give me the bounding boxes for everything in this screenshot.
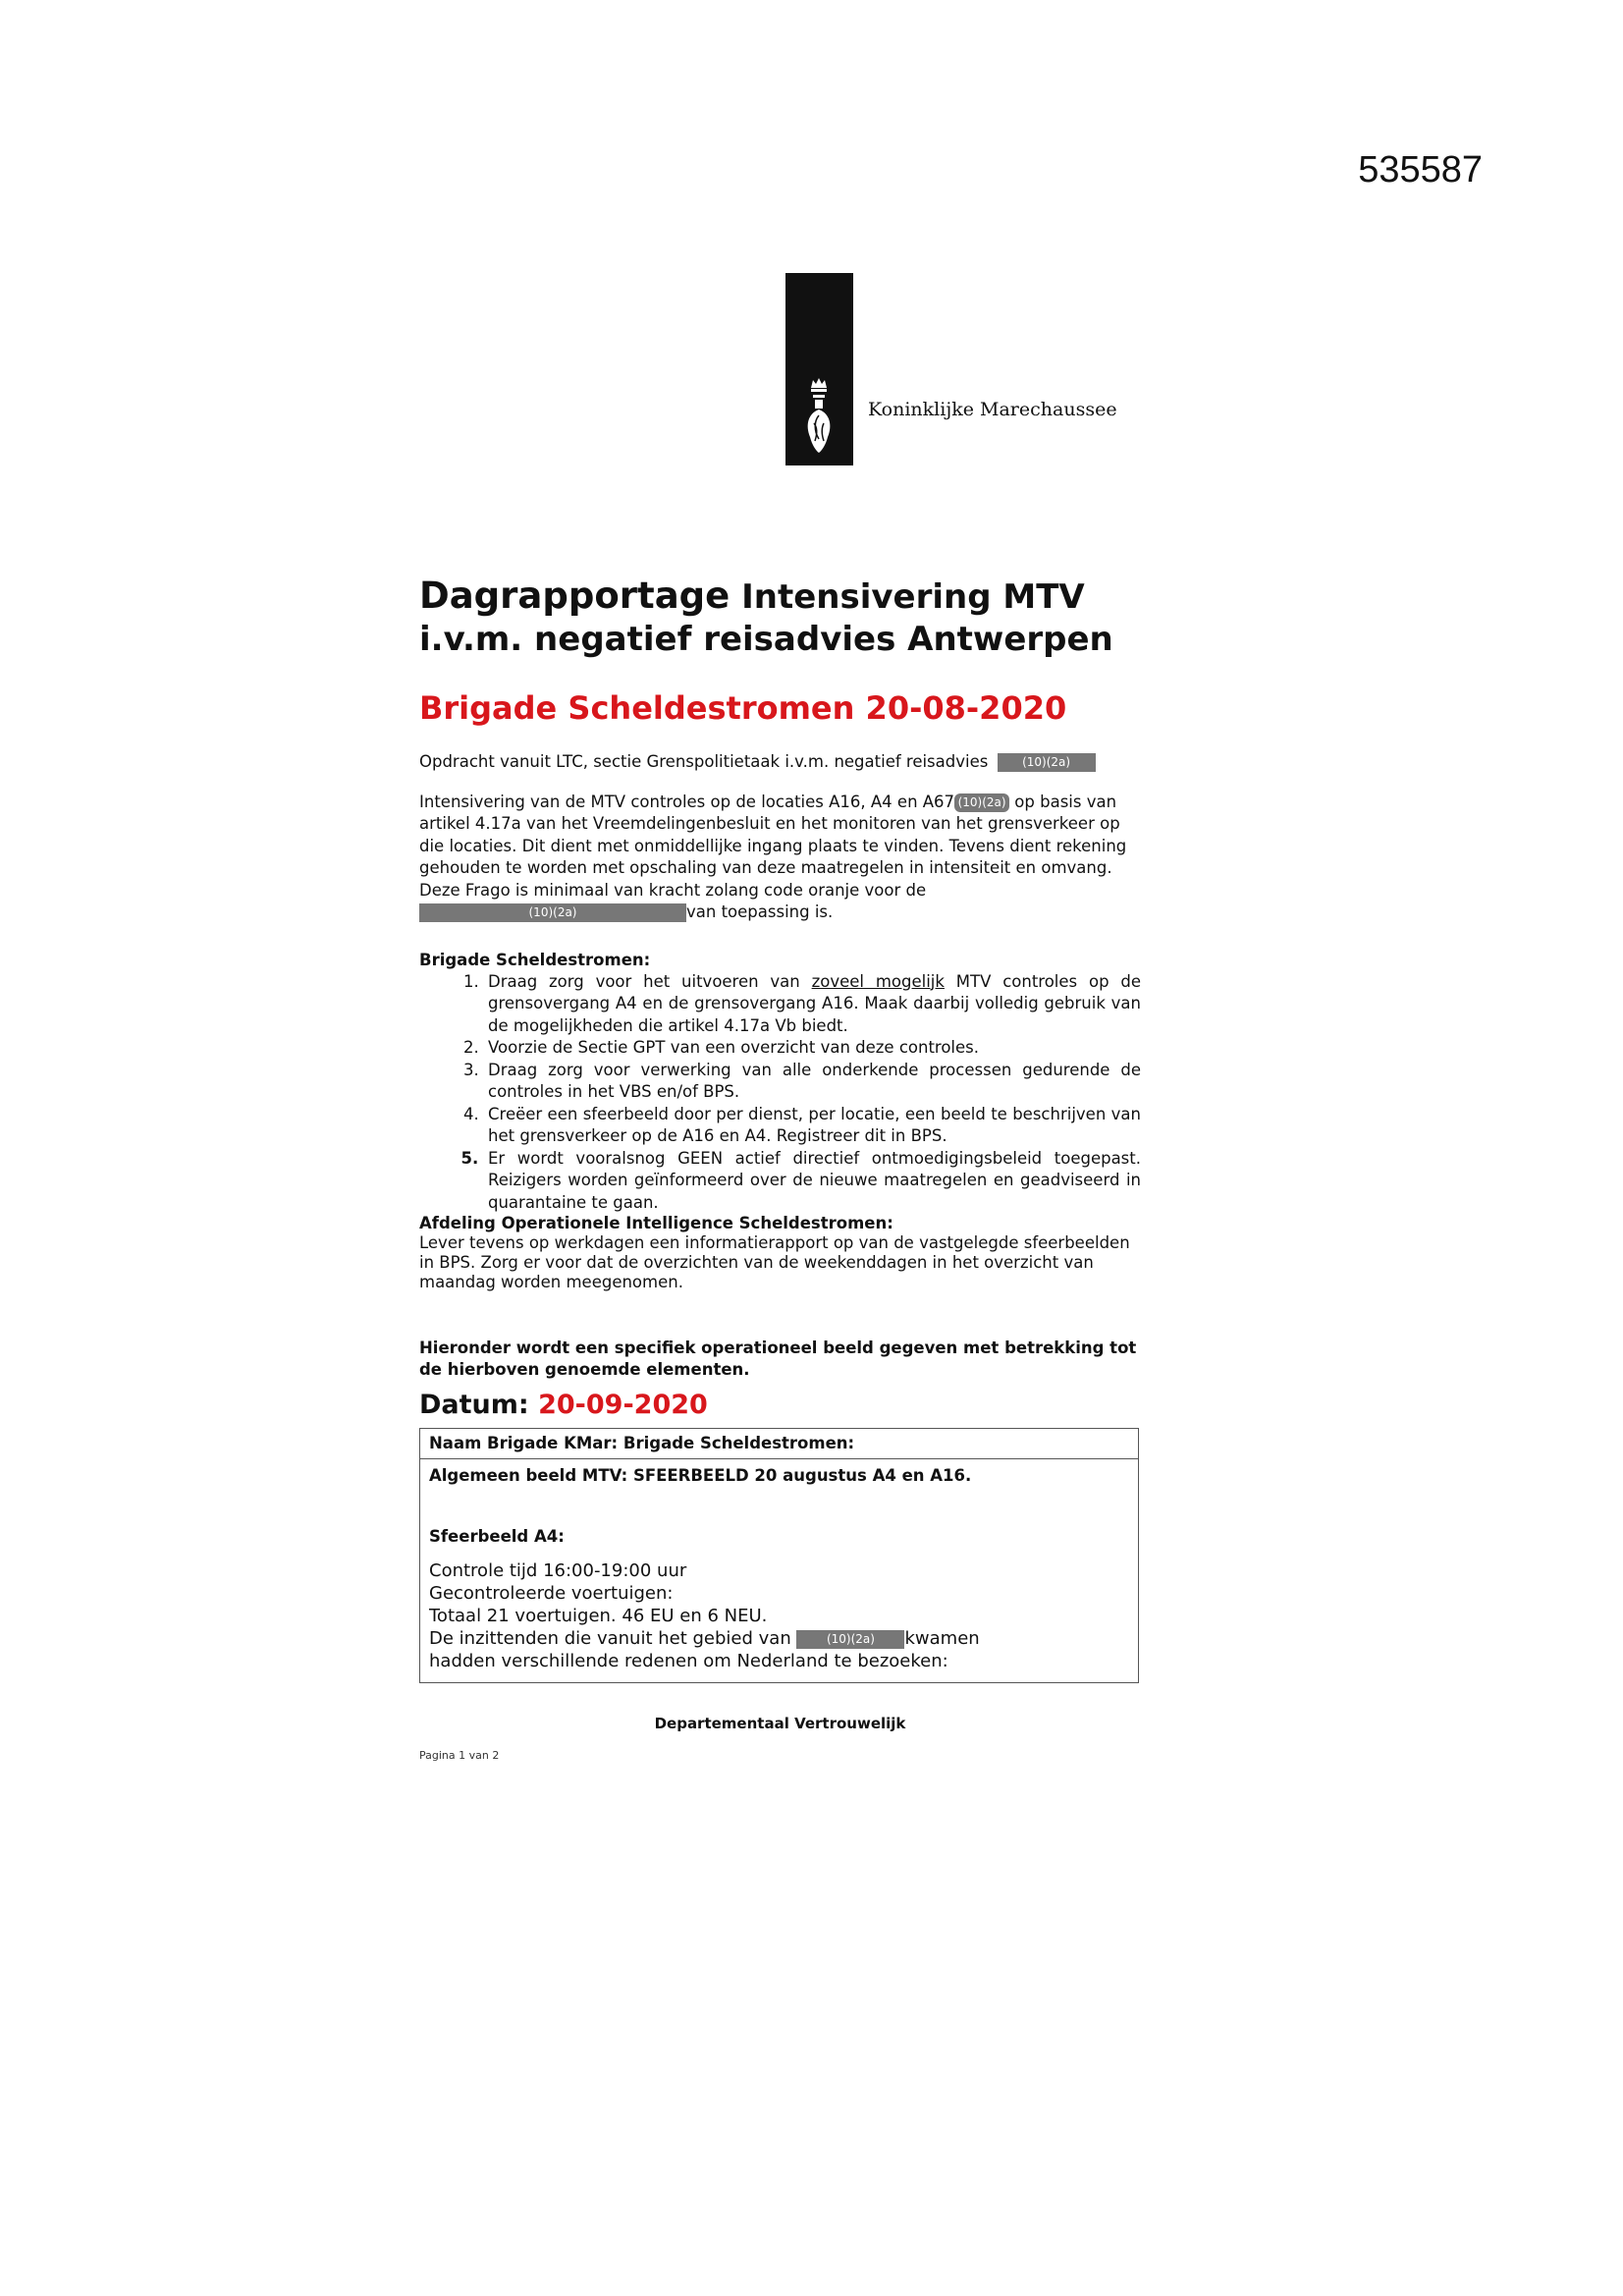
title-line2: i.v.m. negatief reisadvies Antwerpen <box>419 620 1113 659</box>
intro-text: Hieronder wordt een specifiek operationeel beeld gegeven met betrekking tot de hierboven genoemde elementen. <box>419 1339 1137 1379</box>
datum-value: 20-09-2020 <box>538 1390 708 1420</box>
document-number: 535587 <box>1358 149 1483 191</box>
datum-label: Datum: <box>419 1390 529 1420</box>
gecontroleerde-voertuigen: Gecontroleerde voertuigen: <box>429 1583 674 1604</box>
totaal-voertuigen: Totaal 21 voertuigen. 46 EU en 6 NEU. <box>429 1606 768 1626</box>
afdeling-text: Lever tevens op werkdagen een informatierapport op van de vastgelegde sfeerbeelden in BPS. Zorg er voor dat de overzichten van de weekenddagen in het overzicht van maandag worden meegenomen. <box>419 1233 1130 1291</box>
sfeerbeeld-details <box>429 1559 1129 1672</box>
intensivering-text-1: Intensivering van de MTV controles op de locaties A16, A4 en A67 <box>419 792 955 811</box>
redaction-box: (10)(2a) <box>954 793 1009 812</box>
task-list <box>419 971 1141 1215</box>
list-item: 5. Er wordt vooralsnog GEEN actief directief ontmoedigingsbeleid toegepast. Reizigers worden geïnformeerd over de nieuwe maatregelen en geadviseerd in quarantaine te gaan. <box>484 1148 1141 1215</box>
intensivering-text-2: op basis van artikel 4.17a van het Vreemdelingenbesluit en het monitoren van het grensverkeer op die locaties. Dit dient met onmiddellijke ingang plaats te vinden. Tevens dient rekening gehouden te worden met opschaling van deze maatregelen in intensiteit en omvang. Deze Frago is minimaal van kracht zolang code oranje voor de <box>419 792 1127 900</box>
inzittenden-line-2: hadden verschillende redenen om Nederland te bezoeken: <box>429 1651 948 1671</box>
brigade-section-heading: Brigade Scheldestromen: <box>419 950 651 969</box>
task-underlined-text: zoveel mogelijk <box>811 971 945 991</box>
title-part1: Dagrapportage <box>419 574 730 617</box>
title-part2: Intensivering MTV <box>741 577 1085 617</box>
report-body <box>420 1459 1138 1682</box>
logo-bar <box>785 273 853 465</box>
opdracht-text: Opdracht vanuit LTC, sectie Grenspolitietaak i.v.m. negatief reisadvies <box>419 752 989 771</box>
intensivering-paragraph <box>419 792 1141 924</box>
naam-brigade-row: Naam Brigade KMar: Brigade Scheldestromen: <box>420 1429 1138 1459</box>
list-item: 4. Creëer een sfeerbeeld door per dienst, per locatie, een beeld te beschrijven van het grensverkeer op de A16 en A4. Registreer dit in BPS. <box>484 1104 1141 1148</box>
organisation-name: Koninklijke Marechaussee <box>868 399 1117 420</box>
kmar-grenade-emblem-icon <box>802 374 836 457</box>
classification-footer: Departementaal Vertrouwelijk <box>654 1715 906 1732</box>
report-table <box>419 1428 1139 1683</box>
page-subtitle: Brigade Scheldestromen 20-08-2020 <box>419 689 1067 727</box>
datum-heading <box>419 1389 1141 1422</box>
list-item: 2. Voorzie de Sectie GPT van een overzicht van deze controles. <box>484 1037 1141 1060</box>
redaction-box: (10)(2a) <box>998 753 1096 772</box>
page-number: Pagina 1 van 2 <box>419 1749 500 1762</box>
redaction-box: (10)(2a) <box>796 1630 904 1649</box>
list-item <box>484 971 1141 1038</box>
intensivering-text-3: van toepassing is. <box>686 902 834 921</box>
inzittenden-line <box>429 1627 1129 1650</box>
controle-tijd: Controle tijd 16:00-19:00 uur <box>429 1560 687 1581</box>
afdeling-heading: Afdeling Operationele Intelligence Scheldestromen: <box>419 1214 893 1232</box>
task-text: Draag zorg voor het uitvoeren van <box>488 971 812 991</box>
redaction-box: (10)(2a) <box>419 903 686 922</box>
opdracht-paragraph <box>419 751 1141 774</box>
inzittenden-text-2: kwamen <box>904 1628 980 1649</box>
list-item: 3. Draag zorg voor verwerking van alle onderkende processen gedurende de controles in het VBS en/of BPS. <box>484 1060 1141 1104</box>
algemeen-beeld: Algemeen beeld MTV: SFEERBEELD 20 augustus A4 en A16. <box>429 1466 972 1485</box>
document-body <box>419 574 1141 1683</box>
inzittenden-text-1: De inzittenden die vanuit het gebied van <box>429 1628 791 1649</box>
sfeerbeeld-heading: Sfeerbeeld A4: <box>429 1527 565 1546</box>
task-text: MTV controles op de grensovergang A4 en de grensovergang A16. Maak daarbij volledig gebruik van de mogelijkheden die artikel 4.17a Vb biedt. <box>488 971 1141 1035</box>
page-title <box>419 574 1141 661</box>
